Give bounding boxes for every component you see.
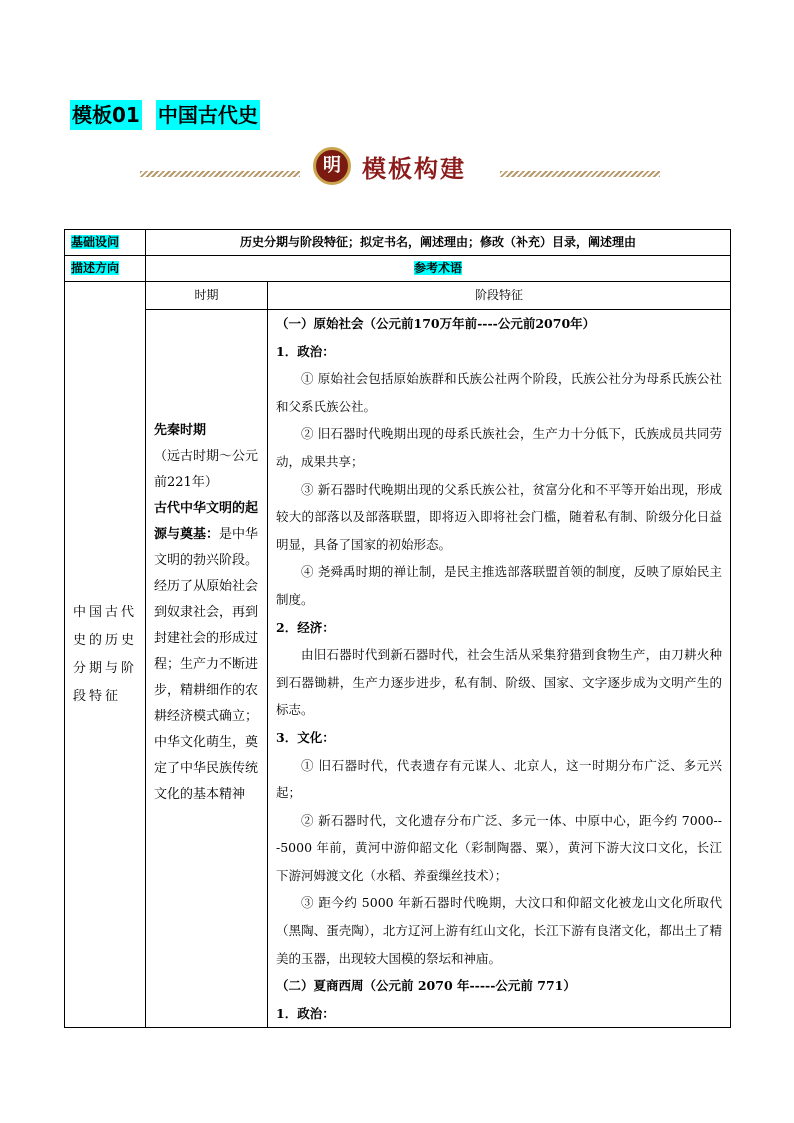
- paragraph: ② 旧石器时代晚期出现的母系氏族社会，生产力十分低下，氏族成员共同劳动，成果共享；: [276, 426, 723, 469]
- paragraph: ① 原始社会包括原始族群和氏族公社两个阶段，氏族公社分为母系氏族公社和父系氏族公社。: [276, 371, 723, 414]
- period-cell: [146, 310, 268, 1028]
- section-heading: （一）原始社会（公元前170万年前----公元前2070年）: [276, 316, 596, 331]
- column-header-period: 时期: [146, 282, 268, 310]
- left-label: 中国古代史的历史分期与阶段特征: [73, 604, 138, 704]
- period-summary: 是中华文明的勃兴阶段。经历了从原始社会到奴隶社会，再到封建社会的形成过程；生产力不断进步，精耕细作的农耕经济模式确立；中华文化萌生，奠定了中华民族传统文化的基本精神: [154, 527, 259, 802]
- subheading: 1．政治：: [276, 343, 335, 359]
- banner-title: 模板构建: [362, 154, 466, 183]
- subheading: 1．政治：: [276, 1005, 335, 1021]
- table-row: [65, 230, 731, 256]
- template-number: 模板01: [70, 100, 142, 130]
- paragraph: ③ 新石器时代晚期出现的父系氏族公社，贫富分化和不平等开始出现，形成较大的部落以及部落联盟，即将迈入即将社会门槛，随着私有制、阶级分化日益明显，具备了国家的初始形态。: [276, 481, 723, 552]
- feature-cell: [268, 310, 731, 1028]
- paragraph: 由旧石器时代到新石器时代，社会生活从采集狩猎到食物生产，由刀耕火种到石器锄耕，生产力逐步进步，私有制、阶级、国家、文字逐步成为文明产生的标志。: [276, 647, 723, 718]
- page-title: [70, 100, 260, 130]
- subheading: 2．经济：: [276, 619, 335, 635]
- table-row: [65, 256, 731, 282]
- table-row: [65, 310, 731, 1028]
- row-value: 历史分期与阶段特征；拟定书名，阐述理由；修改（补充）目录，阐述理由: [146, 230, 731, 256]
- banner-rule-left: [140, 171, 300, 177]
- table-row: [65, 282, 731, 310]
- banner-rule-right: [500, 171, 660, 177]
- row-label: 描述方向: [65, 256, 146, 282]
- paragraph: ① 旧石器时代，代表遗存有元谋人、北京人，这一时期分布广泛、多元兴起；: [276, 757, 723, 801]
- paragraph: ② 新石器时代，文化遗存分布广泛、多元一体、中原中心，距今约 7000---5000 年前，黄河中游仰韶文化（彩制陶器、粟），黄河下游大汶口文化，长江下游河姆渡文化（水稻、养蚕缫丝技术）；: [276, 812, 723, 883]
- period-range: （远古时期～公元前221年）: [154, 449, 259, 490]
- subheading: 3．文化：: [276, 729, 335, 745]
- paragraph: ④ 尧舜禹时期的禅让制，是民主推选部落联盟首领的制度，反映了原始民主制度。: [276, 564, 723, 607]
- paragraph: ③ 距今约 5000 年新石器时代晚期，大汶口和仰韶文化被龙山文化所取代（黑陶、蛋壳陶），北方辽河上游有红山文化，长江下游有良渚文化，都出土了精美的玉器，出现较大国模的祭坛和神庙。: [276, 895, 723, 966]
- row-label: 基础设问: [65, 230, 146, 256]
- section-heading: （二）夏商西周（公元前 2070 年-----公元前 771）: [276, 978, 576, 994]
- column-header-feature: 阶段特征: [268, 282, 731, 310]
- content-table: [64, 229, 731, 1028]
- section-banner: [140, 145, 660, 193]
- left-label-cell: [65, 282, 146, 1028]
- template-name: 中国古代史: [156, 100, 260, 130]
- period-summary-bold: 古代中华文明的起源与奠基：: [154, 501, 259, 542]
- medal-icon: 明: [313, 147, 351, 185]
- period-name: 先秦时期: [154, 423, 207, 438]
- row-value: 参考术语: [146, 256, 731, 282]
